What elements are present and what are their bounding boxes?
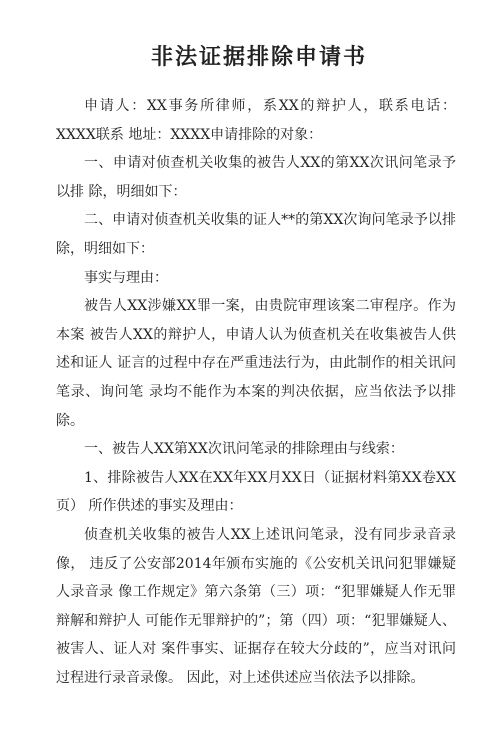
paragraph-facts-heading: 事实与理由： — [84, 269, 168, 286]
paragraph-exclusion-request-1: 一、申请对侦查机关收集的被告人XX的第XX次讯问笔录予以排 除，明细如下： — [56, 155, 456, 200]
document-title: 非法证据排除申请书 — [150, 44, 367, 70]
paragraph-reason-item-1: 1、排除被告人XX在XX年XX月XX日（证据材料第XX卷XX页） 所作供述的事实及理由： — [56, 469, 456, 515]
paragraph-applicant-info: 申请人：XX事务所律师，系XX的辩护人，联系电话：XXXX联系 地址：XXXX申请排除的对象： — [56, 98, 456, 143]
paragraph-reason-detail: 侦查机关收集的被告人XX上述讯问笔录，没有同步录音录像， 违反了公安部2014年颁布实施的《公安机关讯问犯罪嫌疑人录音录 像工作规定》第六条第（三）项：“犯罪嫌疑人作无罪辩解和辩护人 可能作无罪辩护的”；第（四）项：“犯罪嫌疑人、被害人、证人对 案件事实、证据存在较大分歧的”，应当对讯问过程进行录音录像。 因此，对上述供述应当依法予以排除。 — [56, 526, 456, 686]
paragraph-exclusion-request-2: 二、申请对侦查机关收集的证人**的第XX次询问笔录予以排除，明细如下： — [56, 212, 456, 257]
paragraph-reason-heading-1: 一、被告人XX第XX次讯问笔录的排除理由与线索： — [84, 441, 404, 458]
paragraph-case-summary: 被告人XX涉嫌XX罪一案，由贵院审理该案二审程序。作为本案 被告人XX的辩护人，申请人认为侦查机关在收集被告人供述和证人 证言的过程中存在严重违法行为，由此制作的相关讯问笔录、询问笔 录均不能作为本案的判决依据，应当依法予以排除。 — [56, 298, 456, 429]
